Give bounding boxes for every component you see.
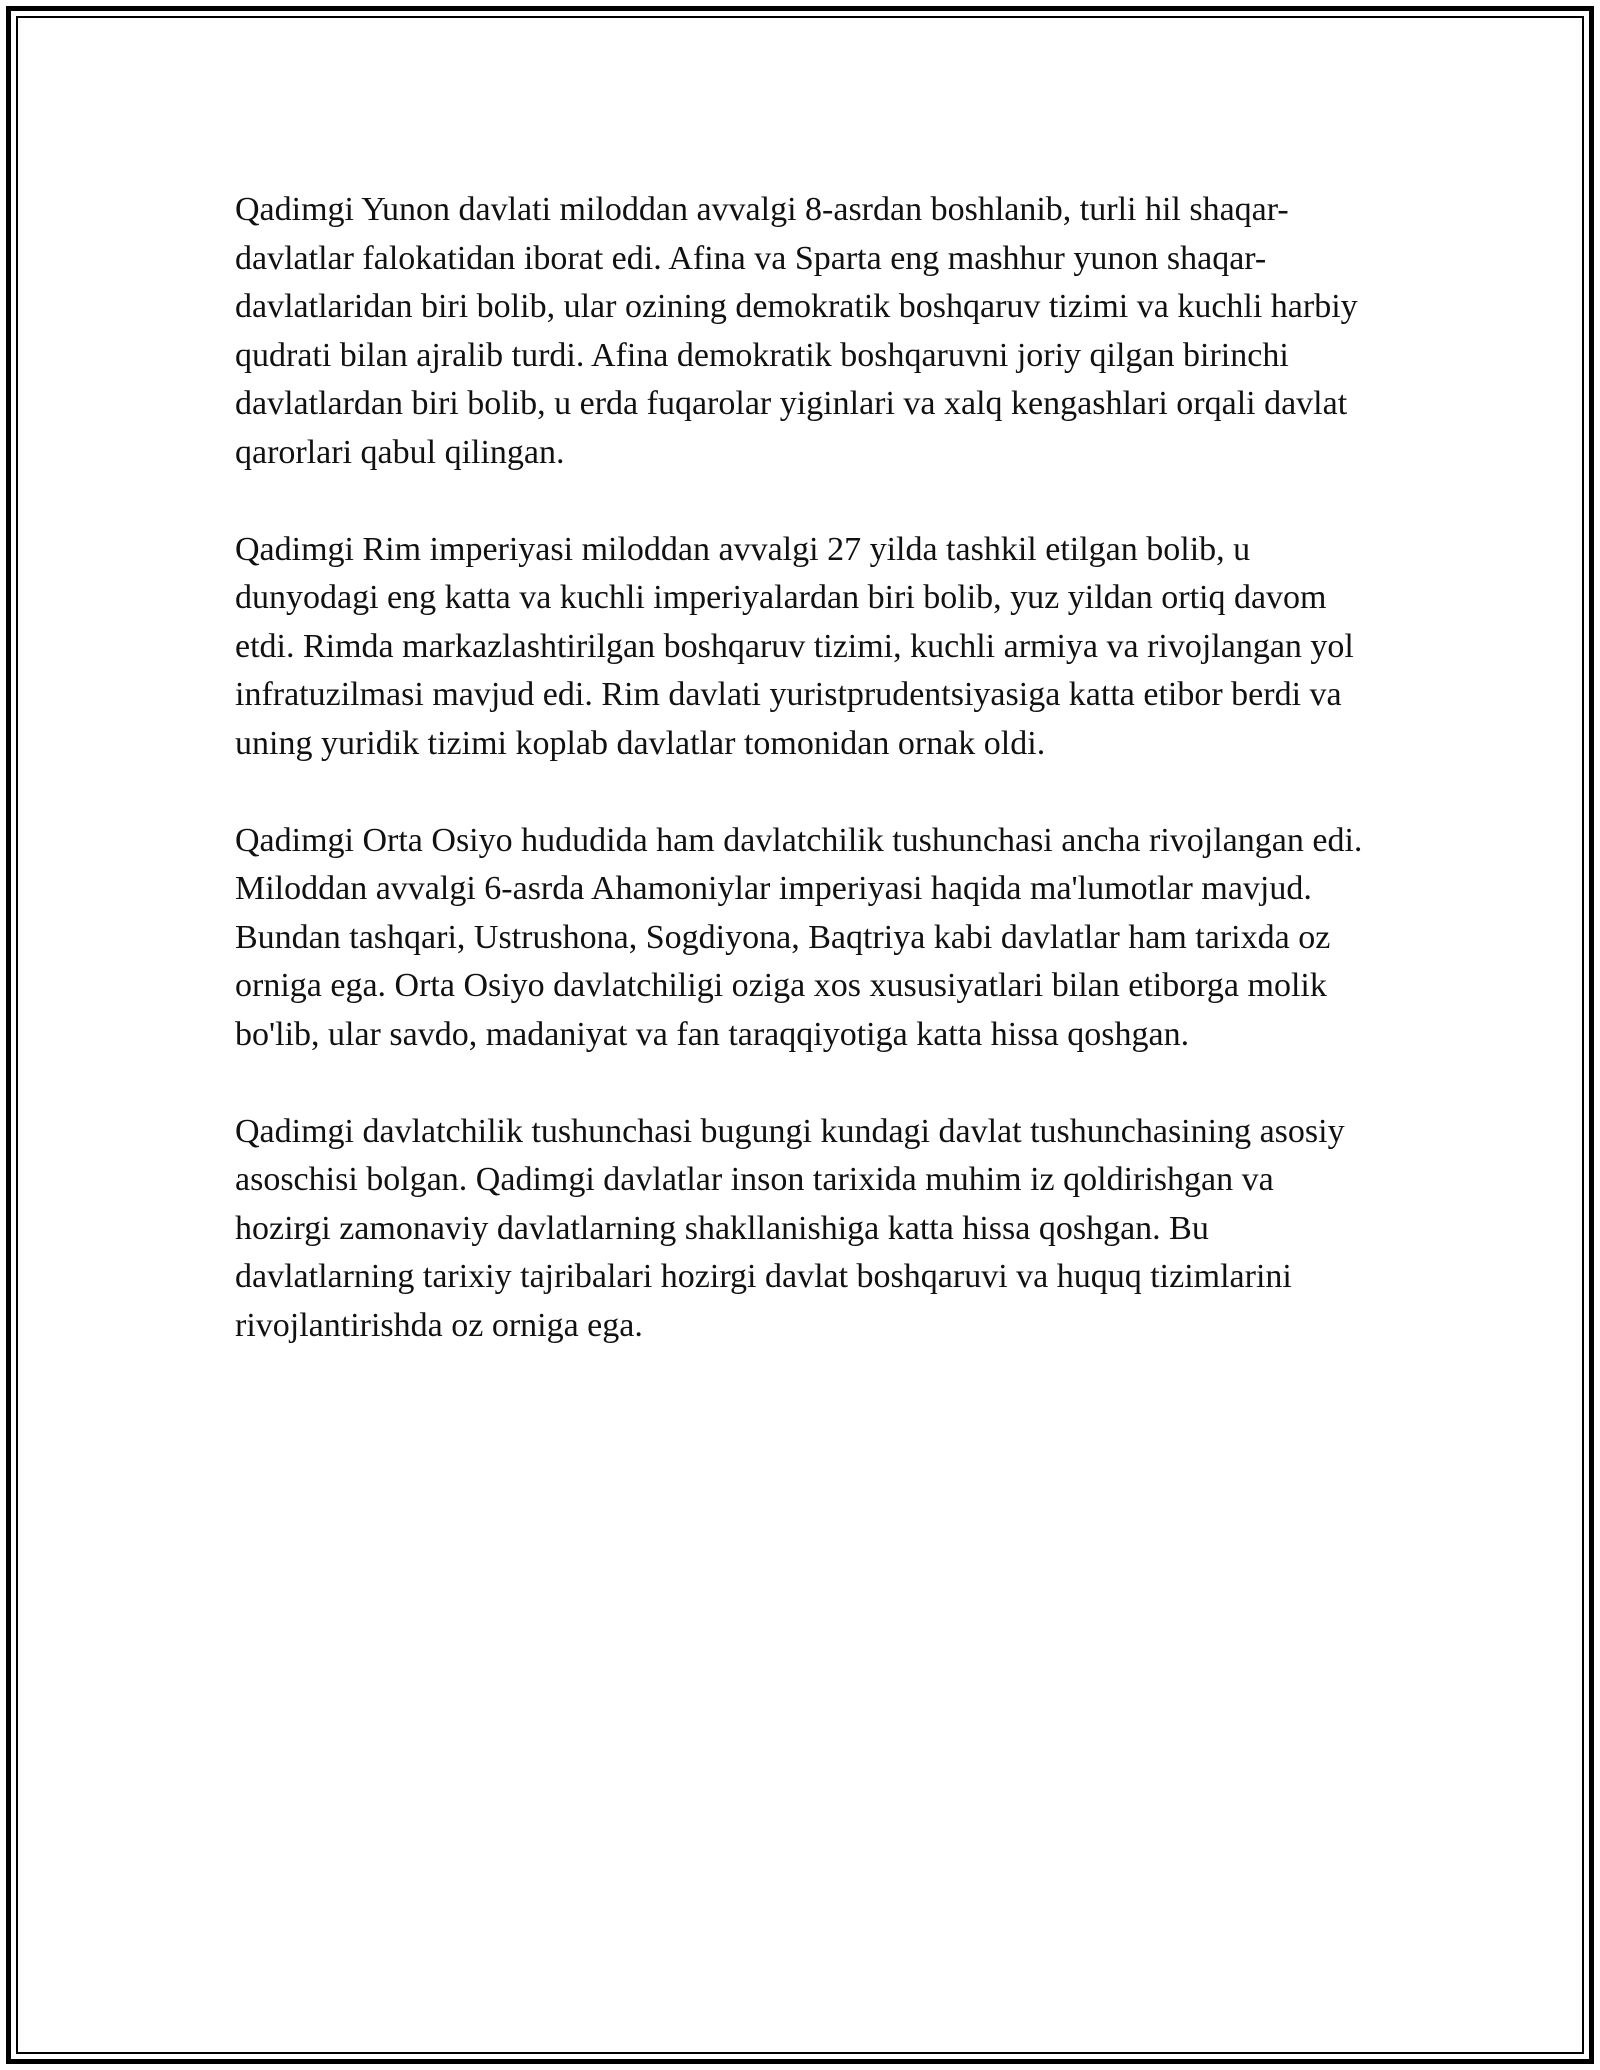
paragraph-ancient-greece: Qadimgi Yunon davlati miloddan avvalgi 8-asrdan boshlanib, turli hil shaqar-davlatlar falokatidan iborat edi. Afina va Sparta eng mashhur yunon shaqar-davlatlaridan biri bolib, ular ozining demokratik boshqaruv tizimi va kuchli harbiy qudrati bilan ajralib turdi. Afina demokratik boshqaruvni joriy qilgan birinchi davlatlardan biri bolib, u erda fuqarolar yiginlari va xalq kengashlari orqali davlat qarorlari qabul qilingan. <box>235 191 1358 471</box>
paragraph-ancient-rome: Qadimgi Rim imperiyasi miloddan avvalgi 27 yilda tashkil etilgan bolib, u dunyodagi eng katta va kuchli imperiyalardan biri bolib, yuz yildan ortiq davom etdi. Rimda markazlashtirilgan boshqaruv tizimi, kuchli armiya va rivojlangan yol infratuzilmasi mavjud edi. Rim davlati yuristprudentsiyasiga katta etibor berdi va uning yuridik tizimi koplab davlatlar tomonidan ornak oldi. <box>235 530 1354 762</box>
paragraph-conclusion: Qadimgi davlatchilik tushunchasi bugungi kundagi davlat tushunchasining asosiy asoschisi bolgan. Qadimgi davlatlar inson tarixida muhim iz qoldirishgan va hozirgi zamonaviy davlatlarning shakllanishiga katta hissa qoshgan. Bu davlatlarning tarixiy tajribalari hozirgi davlat boshqaruvi va huquq tizimlarini rivojlantirishda oz orniga ega. <box>235 1112 1345 1344</box>
paragraph-central-asia: Qadimgi Orta Osiyo hududida ham davlatchilik tushunchasi ancha rivojlangan edi. Miloddan avvalgi 6-asrda Ahamoniylar imperiyasi haqida ma'lumotlar mavjud. Bundan tashqari, Ustrushona, Sogdiyona, Baqtriya kabi davlatlar ham tarixda oz orniga ega. Orta Osiyo davlatchiligi oziga xos xususiyatlari bilan etiborga molik bo'lib, ular savdo, madaniyat va fan taraqqiyotiga katta hissa qoshgan. <box>235 821 1363 1053</box>
document-body <box>235 186 1375 1399</box>
